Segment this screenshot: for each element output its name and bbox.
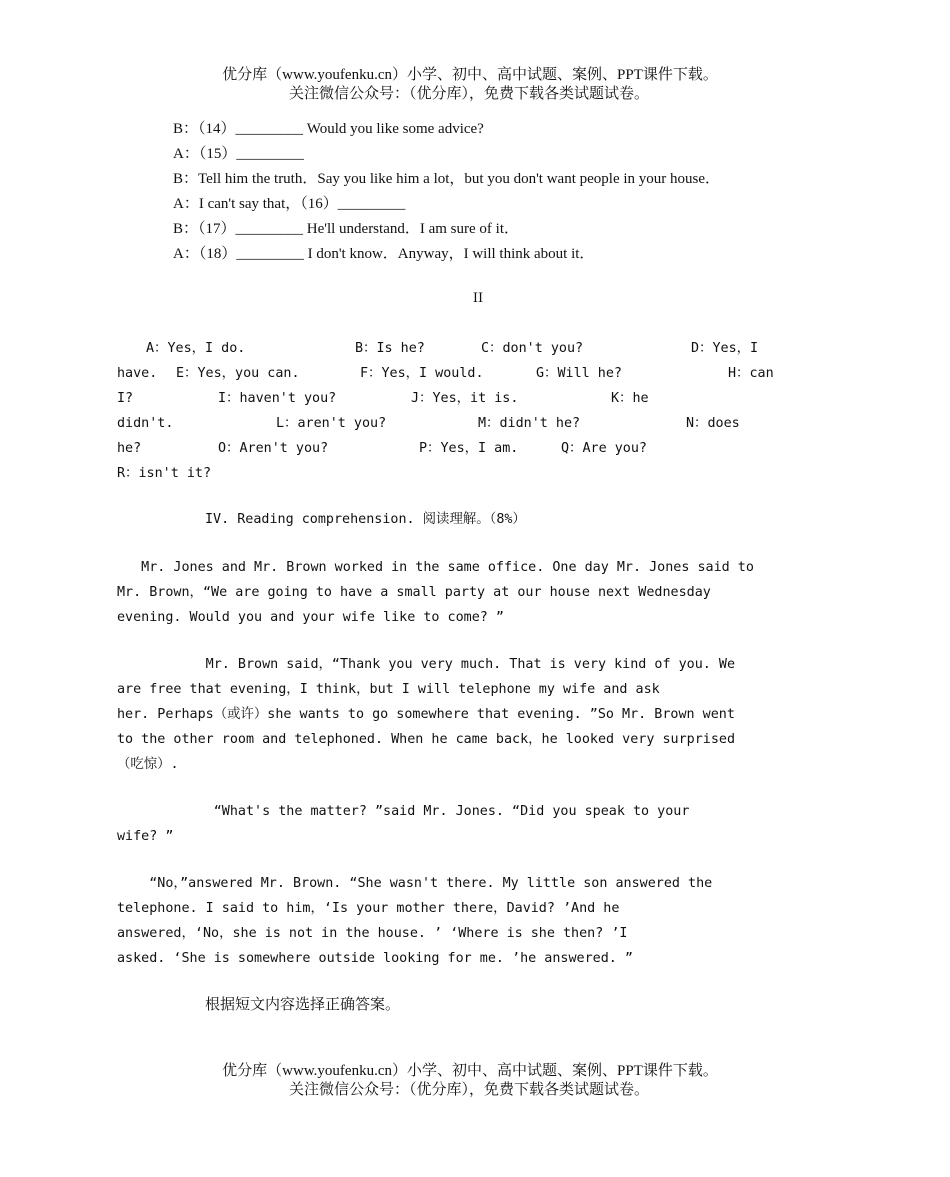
reading-paragraph-4 (117, 871, 712, 971)
option-m: M：didn't he? (478, 416, 581, 431)
paragraph-line: her. Perhaps（或许）she wants to go somewhere that evening. ”So Mr. Brown went (117, 707, 735, 722)
option-i: I：haven't you? (218, 391, 337, 406)
option-o: O：Aren't you? (218, 441, 329, 456)
option-b: B：Is he? (355, 341, 425, 356)
paragraph-line: are free that evening，I think，but I will telephone my wife and ask (117, 682, 660, 697)
option-e: E：Yes，you can. (176, 366, 300, 381)
dialogue-block (173, 117, 720, 267)
answer-options (117, 336, 837, 486)
options-row (117, 386, 837, 411)
options-row (117, 336, 837, 361)
option-k-cont: didn't. (117, 416, 174, 431)
dialogue-line: A：（18）_________ I don't know．Anyway，I will think about it． (173, 246, 595, 262)
footer-line-1: 优分库（www.youfenku.cn）小学、初中、高中试题、案例、PPT课件下载。 (222, 1063, 718, 1079)
paragraph-line: “No，”answered Mr. Brown. “She wasn't there. My little son answered the (117, 876, 713, 891)
reading-paragraph-2 (117, 652, 735, 777)
options-row (117, 461, 837, 486)
option-d-cont: have. (117, 366, 158, 381)
option-a: A：Yes，I do. (146, 341, 246, 356)
option-k: K：he (611, 391, 649, 406)
section-heading-ii: II (472, 291, 484, 306)
option-r: R：isn't it? (117, 466, 212, 481)
option-h: H：can (728, 366, 774, 381)
reading-paragraph-1 (117, 555, 754, 630)
options-row (117, 361, 837, 386)
header-line-1: 优分库（www.youfenku.cn）小学、初中、高中试题、案例、PPT课件下载。 (222, 67, 718, 83)
option-j: J：Yes，it is. (411, 391, 519, 406)
dialogue-line: A：（15）_________ (173, 146, 304, 162)
paragraph-line: to the other room and telephoned. When he came back，he looked very surprised (117, 732, 736, 747)
options-row (117, 411, 837, 436)
footer-line-2: 关注微信公众号：（优分库），免费下载各类试题试卷。 (288, 1082, 649, 1098)
option-n: N：does (686, 416, 740, 431)
dialogue-line: B：（14）_________ Would you like some advice? (173, 121, 484, 137)
option-g: G：Will he? (536, 366, 622, 381)
option-d: D：Yes，I (691, 341, 759, 356)
options-row (117, 436, 837, 461)
paragraph-line: Mr. Brown said，“Thank you very much. That is very kind of you. We (117, 657, 736, 672)
paragraph-line: answered，‘No，she is not in the house. ’ ‘Where is she then? ’I (117, 926, 628, 941)
paragraph-line: “What's the matter? ”said Mr. Jones. “Did you speak to your (117, 804, 690, 819)
question-instruction: 根据短文内容选择正确答案。 (205, 995, 401, 1013)
page-footer (0, 1062, 950, 1100)
reading-paragraph-3 (117, 799, 689, 849)
option-c: C：don't you? (481, 341, 584, 356)
paragraph-line: evening. Would you and your wife like to come? ” (117, 610, 504, 625)
header-line-2: 关注微信公众号：（优分库），免费下载各类试题试卷。 (288, 86, 649, 102)
paragraph-line: （吃惊）. (117, 757, 179, 772)
page-header (0, 66, 950, 104)
option-f: F：Yes，I would. (360, 366, 484, 381)
paragraph-line: Mr. Brown，“We are going to have a small party at our house next Wednesday (117, 585, 711, 600)
option-n-cont: he? (117, 441, 142, 456)
dialogue-line: B：（17）_________ He'll understand．I am sure of it． (173, 221, 519, 237)
paragraph-line: Mr. Jones and Mr. Brown worked in the same office. One day Mr. Jones said to (117, 560, 754, 575)
option-p: P：Yes，I am. (419, 441, 519, 456)
option-h-cont: I? (117, 391, 134, 406)
dialogue-line: A：I can't say that，（16）_________ (173, 196, 406, 212)
option-q: Q：Are you? (561, 441, 647, 456)
paragraph-line: asked. ‘She is somewhere outside looking for me. ’he answered. ” (117, 951, 633, 966)
dialogue-line: B：Tell him the truth．Say you like him a lot，but you don't want people in your house． (173, 171, 721, 187)
reading-section-title: IV. Reading comprehension. 阅读理解。（8%） (205, 512, 526, 527)
paragraph-line: telephone. I said to him，‘Is your mother there，David? ’And he (117, 901, 620, 916)
paragraph-line: wife? ” (117, 829, 174, 844)
option-l: L：aren't you? (276, 416, 387, 431)
